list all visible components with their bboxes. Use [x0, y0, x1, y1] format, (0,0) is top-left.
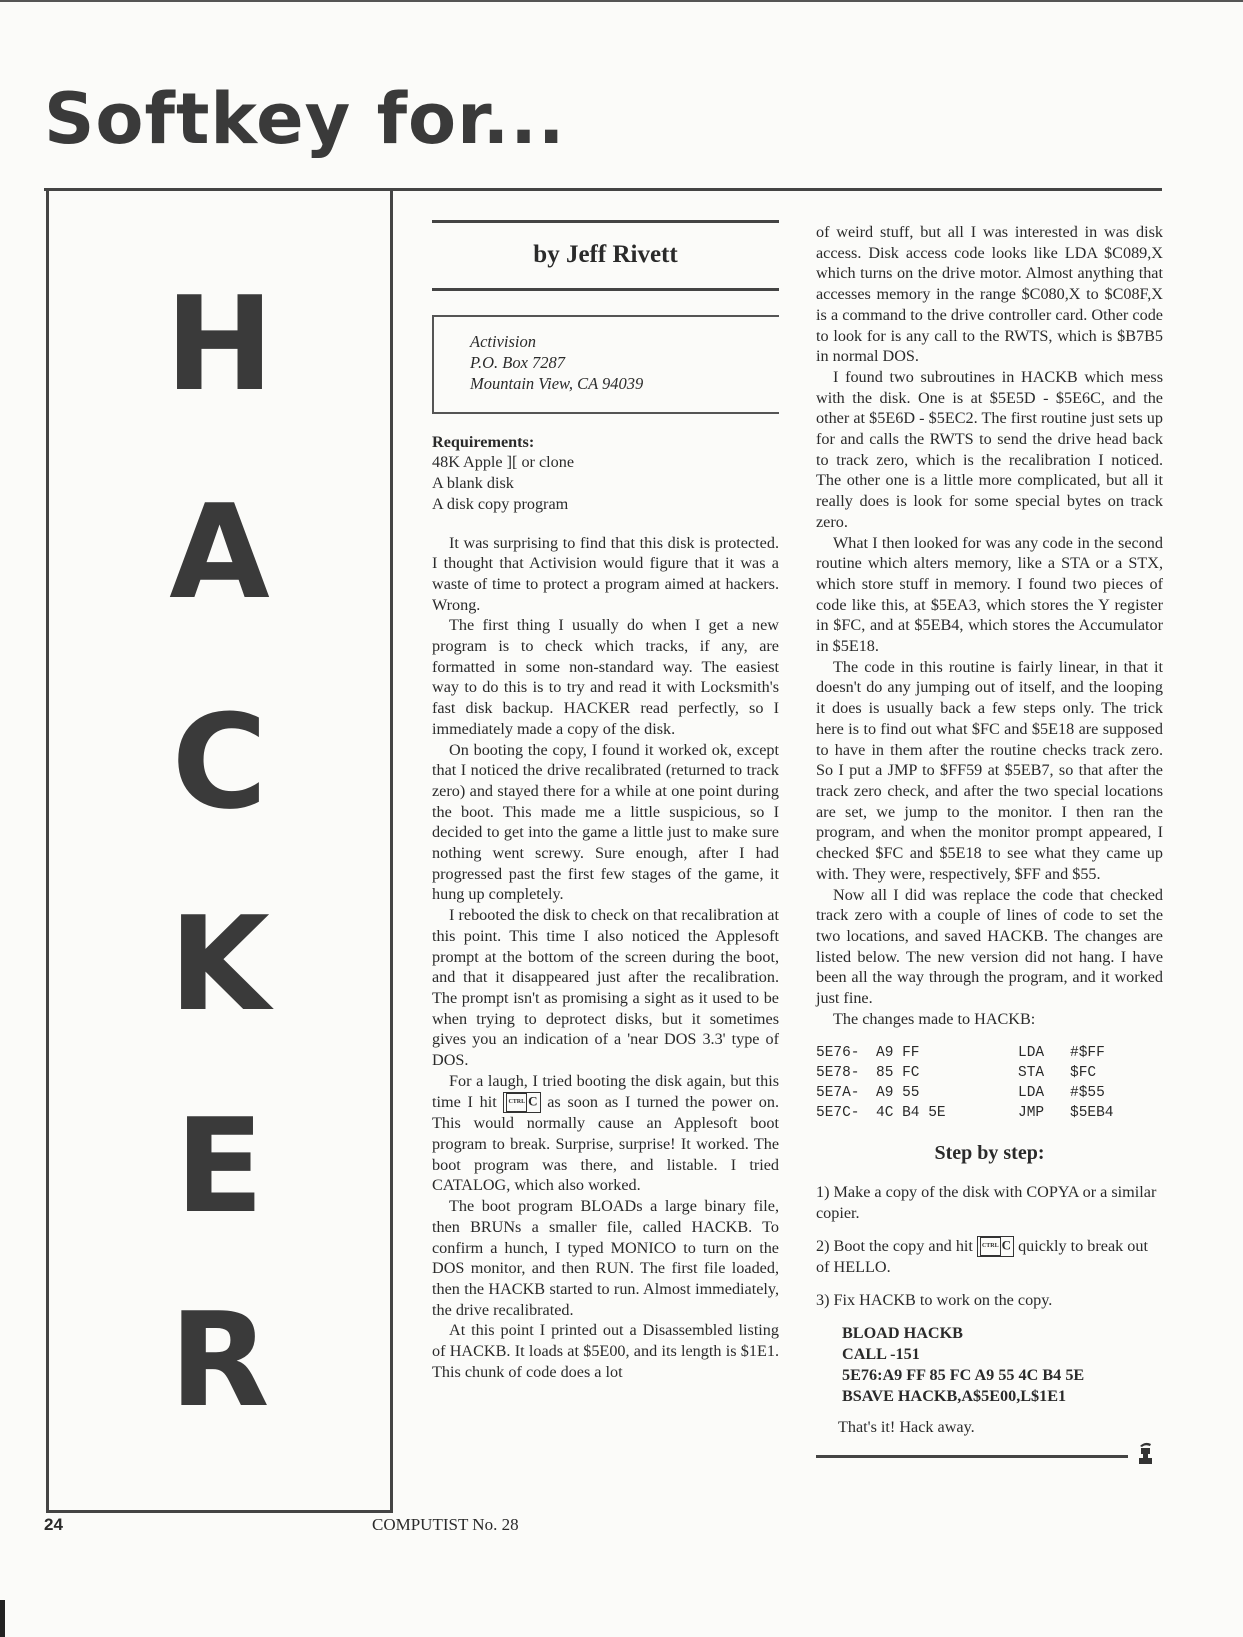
paragraph: The code in this routine is fairly linear, in that it doesn't do any jumping out of itself, and the looping it does is usually back a few steps only. The trick here is to find out what $FC and $5E18 are supposed to have in them after the routine checks track zero. So I put a JMP to $FF59 at $5EB7, so that after the track zero check, and after the two special locations are set, we jump to the monitor. I then ran the program, and when the monitor prompt appeared, I checked $FC and $5E18 to see what they came up with. They were, respectively, $FF and $55. — [816, 657, 1163, 883]
apple-logo-end-icon — [1136, 1441, 1154, 1465]
listing-opcode: LDA — [1018, 1085, 1045, 1102]
ctrl-key-label: CTRL — [980, 1237, 1001, 1256]
listing-row — [816, 1063, 1163, 1083]
magazine-issue: COMPUTIST No. 28 — [372, 1515, 519, 1534]
sidebar-letter: K — [169, 888, 270, 1040]
paragraph-text: as soon as I turned the power on. This would normally cause an Applesoft boot program to break. Surprise, surprise! It worked. The boot program was there, and listable. I tried CATALOG, which also worked. — [432, 1092, 780, 1195]
byline-rule-bottom — [432, 288, 779, 291]
command-line: CALL -151 — [842, 1344, 920, 1363]
publisher-address — [432, 315, 779, 414]
paragraph: Now all I did was replace the code that checked track zero with a couple of lines of code to set the two locations, and saved HACKB. The changes are listed below. The new version did not hang. I have been all the way through the program, and it worked just fine. — [816, 885, 1163, 1008]
address-line: Mountain View, CA 94039 — [470, 373, 644, 393]
paragraph: The first thing I usually do when I get a new program is to check which tracks, if any, are formatted in some non-standard way. The easiest way to do this is to try and read it with Locksmith's fast disk backup. HACKER read perfectly, so I immediately made a copy of the disk. — [432, 616, 779, 738]
hacker-letter-box — [46, 188, 393, 1513]
article-body-1 — [432, 533, 779, 1383]
sidebar-letter: C — [171, 686, 268, 838]
sidebar-letter: R — [169, 1284, 270, 1436]
requirements — [432, 432, 779, 515]
listing-address: 5E78- — [816, 1065, 860, 1082]
listing-address: 5E7C- — [816, 1105, 860, 1122]
requirements-title: Requirements: — [432, 432, 535, 451]
listing-address: 5E76- — [816, 1045, 860, 1062]
article-column-1 — [432, 220, 779, 1382]
byline: by Jeff Rivett — [533, 241, 678, 268]
listing-bytes: 85 FC — [876, 1065, 920, 1082]
article-column-2 — [816, 222, 1163, 1465]
listing-opcode: STA — [1018, 1065, 1045, 1082]
command-line: 5E76:A9 FF 85 FC A9 55 4C B4 5E — [842, 1365, 1085, 1384]
listing-operand: $FC — [1070, 1065, 1097, 1082]
ctrl-c-key-icon — [503, 1092, 540, 1113]
command-block — [842, 1323, 1163, 1407]
requirement-item: A disk copy program — [432, 494, 569, 513]
outro: That's it! Hack away. — [838, 1417, 975, 1436]
page-number: 24 — [44, 1515, 63, 1534]
step-2 — [816, 1236, 1163, 1278]
page-title: Softkey for... — [44, 78, 566, 160]
listing-row — [816, 1103, 1163, 1123]
listing-bytes: A9 FF — [876, 1045, 920, 1062]
byline-rule-top — [432, 220, 779, 223]
c-key-label: C — [528, 1093, 538, 1109]
listing-row — [816, 1083, 1163, 1103]
requirement-item: A blank disk — [432, 474, 514, 493]
listing-operand: #$FF — [1070, 1045, 1105, 1062]
scan-edge-mark — [0, 1600, 5, 1637]
listing-operand: $5EB4 — [1070, 1105, 1114, 1122]
sidebar-letter: H — [165, 268, 274, 420]
sidebar-letter: E — [175, 1090, 264, 1242]
paragraph: I rebooted the disk to check on that recalibration at this point. This time I also noticed the Applesoft prompt at the bottom of the screen during the boot, and that it disappeared just after the recalibration. The prompt isn't as promising a sight as it used to be when trying to deprotect disks, but it sometimes gives you an indication of a 'near DOS 3.3' type of DOS. — [432, 906, 779, 1070]
end-of-article — [816, 1441, 1163, 1465]
paragraph: I found two subroutines in HACKB which mess with the disk. One is at $5E5D - $5E6C, and the other at $5E6D - $5EC2. The first routine just sets up for and calls the RWTS to send the drive head back to track zero, which is the recalibration I noticed. The other one is a little more complicated, but all it really does is look for some special bytes on track zero. — [816, 367, 1163, 531]
step-3: 3) Fix HACKB to work on the copy. — [816, 1291, 1053, 1310]
listing-bytes: 4C B4 5E — [876, 1105, 946, 1122]
command-line: BSAVE HACKB,A$5E00,L$1E1 — [842, 1386, 1067, 1405]
paragraph-text: For a laugh, I tried booting the disk again, but this time I hit — [432, 1071, 779, 1111]
requirement-item: 48K Apple ][ or clone — [432, 453, 575, 472]
step-text: quickly to break out of HELLO. — [816, 1236, 1148, 1277]
paragraph: The boot program BLOADs a large binary file, then BRUNs a smaller file, called HACKB. To confirm a hunch, I typed MONICO to turn on the DOS monitor, and then RUN. The first file loaded, then the HACKB started to run. Almost immediately, the drive recalibrated. — [432, 1197, 779, 1319]
steps-title: Step by step: — [934, 1142, 1045, 1165]
listing-bytes: A9 55 — [876, 1085, 920, 1102]
step-1: 1) Make a copy of the disk with COPYA or a similar copier. — [816, 1183, 1157, 1222]
address-line: P.O. Box 7287 — [470, 352, 566, 372]
paragraph-continued: of weird stuff, but all I was interested in was disk access. Disk access code looks like LDA $C089,X which turns on the drive motor. Almost anything that accesses memory in the range $C080,X to $C08F,X is a command to the drive controller card. Other code to look for is any call to the RWTS, which is $B7B5 in normal DOS. — [816, 223, 1163, 366]
listing-opcode: JMP — [1018, 1105, 1045, 1122]
c-key-label: C — [1001, 1237, 1012, 1253]
address-line: Activision — [470, 331, 536, 351]
end-rule — [816, 1455, 1128, 1458]
listing-row — [816, 1043, 1163, 1063]
sidebar-letter: A — [169, 476, 270, 628]
ctrl-key-label: CTRL — [506, 1093, 527, 1112]
step-text: 2) Boot the copy and hit — [816, 1236, 973, 1255]
paragraph: On booting the copy, I found it worked ok, except that I noticed the drive recalibrated (returned to track zero) and stayed there for a while at one point during the boot. This made me a little suspicious, so I decided to get into the game a little just to make sure nothing went screwy. Sure enough, after I had progressed past the first few stages of the game, it hung up completely. — [432, 740, 779, 904]
ctrl-c-key-icon — [977, 1236, 1014, 1257]
paragraph: The changes made to HACKB: — [833, 1009, 1036, 1028]
listing-opcode: LDA — [1018, 1045, 1045, 1062]
listing-operand: #$55 — [1070, 1085, 1105, 1102]
paragraph: What I then looked for was any code in the second routine which alters memory, like a STA or a STX, which store stuff in memory. I found two pieces of code like this, at $5EA3, which stores the Y register in $FC, and at $5EB4, which stores the Accumulator in $5E18. — [816, 533, 1163, 656]
code-listing — [816, 1043, 1163, 1123]
paragraph — [432, 1071, 779, 1196]
top-edge-rule — [0, 0, 1243, 2]
listing-address: 5E7A- — [816, 1085, 860, 1102]
paragraph: It was surprising to find that this disk is protected. I thought that Activision would figure that it was a waste of time to protect a program aimed at hackers. Wrong. — [432, 533, 779, 614]
command-line: BLOAD HACKB — [842, 1323, 963, 1342]
paragraph: At this point I printed out a Disassembled listing of HACKB. It loads at $5E00, and its length is $1E1. This chunk of code does a lot — [432, 1321, 779, 1381]
